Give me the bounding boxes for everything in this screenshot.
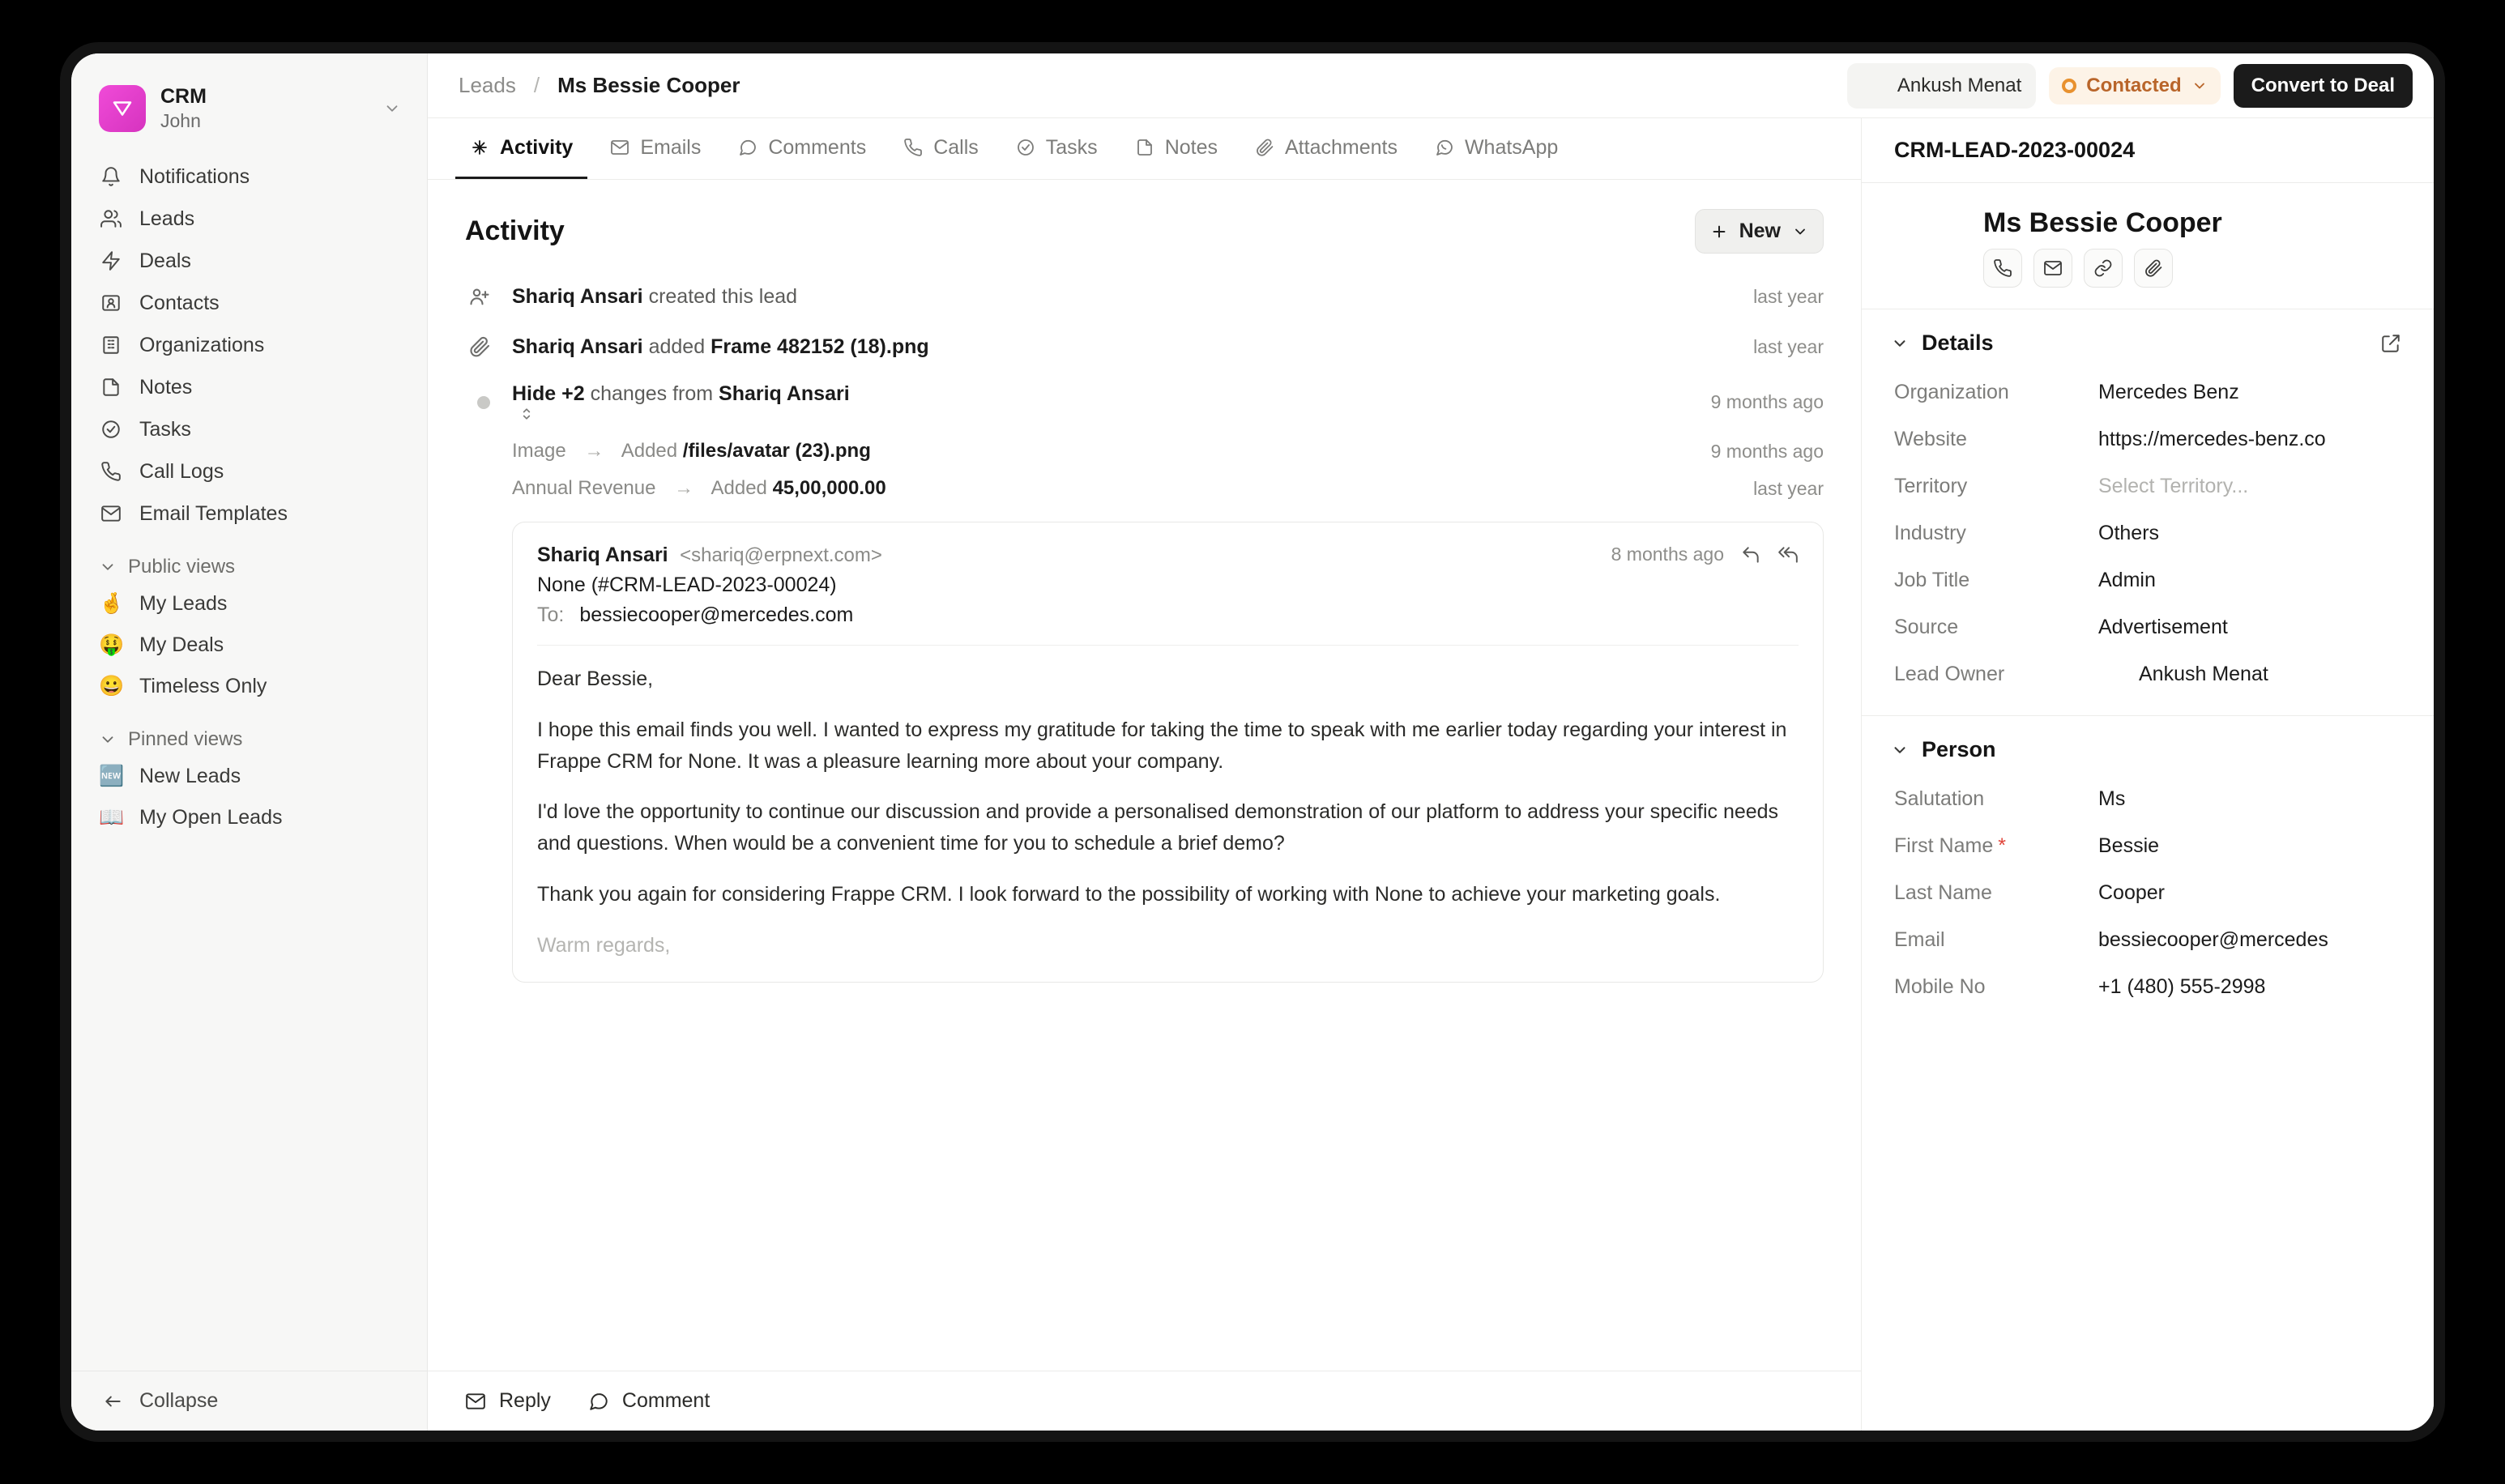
status-label: Contacted [2086,74,2182,96]
change-text [512,440,1693,463]
reply-all-icon[interactable] [1777,544,1799,565]
field-territory[interactable] [1894,463,2401,510]
collapse-time: 9 months ago [1710,391,1824,412]
reply-label: Reply [499,1389,551,1412]
assignee-chip[interactable] [1847,63,2036,109]
field-lead-owner[interactable] [1894,650,2401,697]
field-value: Ankush Menat [2139,662,2268,685]
activity-icon [470,138,489,157]
page-title: Activity [465,215,565,246]
activity-text [512,335,1735,359]
tab-attachments[interactable] [1240,118,1412,179]
phone-icon [99,459,123,484]
new-button-label: New [1739,220,1781,242]
tab-label: Comments [768,135,867,159]
field-value: Bessie [2098,834,2160,857]
field-organization[interactable] [1894,369,2401,416]
mail-icon [99,501,123,526]
tab-activity[interactable] [455,118,587,179]
main-area [428,53,2434,1431]
tab-notes[interactable] [1120,118,1232,179]
sidebar-nav [71,156,427,535]
avatar[interactable] [1894,214,1962,282]
sidebar-item-label: Notifications [139,164,250,188]
field-label: Mobile No [1894,974,1986,998]
paperclip-icon [465,332,494,361]
chevron-down-icon[interactable] [383,100,401,117]
sidebar-item-label: Organizations [139,333,265,356]
email-closing: Warm regards, [537,933,671,957]
field-value: https://mercedes-benz.co [2098,427,2326,450]
building-icon [99,333,123,357]
sidebar-item-email-templates[interactable] [87,493,411,535]
email-subject: None (#CRM-LEAD-2023-00024) [537,574,837,596]
field-label: Job Title [1894,568,1970,591]
call-icon[interactable] [1983,249,2022,288]
paperclip-icon [1255,138,1274,157]
field-source[interactable] [1894,603,2401,650]
sidebar-item-label: My Open Leads [139,806,283,829]
tab-label: Emails [640,135,702,159]
activity-collapse-row[interactable] [465,372,1824,433]
comment-icon [588,1391,609,1412]
email-paragraph: Dear Bessie, [537,667,654,690]
collapse-icon [102,1391,123,1412]
collapse-text [512,382,1693,422]
email-sender-row [537,544,1611,567]
avatar [466,542,501,578]
breadcrumb-separator: / [533,73,540,97]
crm-logo-icon [99,85,146,132]
email-card [512,522,1824,983]
tab-label: Notes [1164,135,1218,159]
activity-item-created [465,271,1824,322]
field-label: Lead Owner [1894,662,2005,685]
status-badge[interactable] [2049,67,2220,104]
contact-icon [99,291,123,315]
field-value: Select Territory... [2098,474,2249,497]
collapse-middle: changes from [590,382,714,405]
sidebar-item-label: My Deals [139,633,224,656]
section-label: Public views [128,556,236,578]
activity-text [512,285,1735,309]
change-action: Added [711,477,767,499]
lead-name: Ms Bessie Cooper [1983,207,2222,238]
activity-time: last year [1753,285,1824,307]
sidebar-item-label: Contacts [139,291,220,314]
arrow-icon: → [584,440,604,462]
field-label [1894,834,2098,858]
workspace-user: John [160,110,201,132]
workspace-text [160,84,369,133]
sidebar-item-deals[interactable] [87,240,411,282]
pinned-views-list [71,756,427,838]
collapse-sidebar-button[interactable] [71,1371,427,1431]
chevron-down-icon [1792,224,1808,240]
sidebar-item-new-leads[interactable] [87,756,411,797]
chevron-updown-icon [518,406,535,422]
sidebar-item-label: Leads [139,207,195,230]
email-to-label: To: [537,603,565,626]
activity-object: Frame 482152 (18).png [711,335,929,358]
email-meta [1611,544,1799,565]
chevron-down-icon [1891,335,1909,352]
email-recipient: bessiecooper@mercedes.com [579,603,854,626]
sidebar-item-label: Deals [139,249,191,272]
email-recipient-row [537,603,1611,627]
sidebar-item-notes[interactable] [87,366,411,408]
status-dot-icon [2062,79,2076,93]
chevron-down-icon [1891,741,1909,759]
change-field: Image [512,440,566,462]
top-bar [428,53,2434,118]
collapse-actor: Shariq Ansari [719,382,850,405]
field-job-title[interactable] [1894,556,2401,603]
arrow-icon: → [674,477,694,499]
change-field: Annual Revenue [512,477,656,499]
avatar [1854,70,1886,102]
check-circle-icon [99,417,123,441]
user-plus-icon [465,282,494,311]
sidebar-item-contacts[interactable] [87,282,411,324]
sidebar-item-notifications[interactable] [87,156,411,198]
lead-header [1862,183,2434,309]
bullet-dot-icon [465,388,494,417]
field-label: Territory [1894,474,1968,497]
change-time: last year [1753,477,1824,499]
sidebar-item-label: My Leads [139,592,228,615]
collapse-count: +2 [561,382,585,405]
content-row [428,118,2434,1431]
activity-item-attachment [465,322,1824,372]
chevron-down-icon [99,731,117,748]
task-icon [1016,138,1035,157]
email-icon [465,1391,486,1412]
reply-button[interactable] [465,1389,551,1413]
attachment-icon[interactable] [2134,249,2173,288]
sidebar-item-my-open-leads[interactable] [87,797,411,838]
sidebar-item-label: Email Templates [139,501,288,525]
change-value: 45,00,000.00 [772,477,886,499]
tab-label: Activity [500,135,574,159]
breadcrumb-current: Ms Bessie Cooper [557,73,740,97]
activity-feed [428,268,1861,1371]
workspace-title: CRM [160,85,207,108]
field-value: Admin [2098,568,2156,591]
activity-time: last year [1753,335,1824,357]
email-sender-address: <shariq@erpnext.com> [680,544,882,566]
field-label: Salutation [1894,787,1985,810]
field-label: Last Name [1894,881,1992,904]
field-value-wrapper [2098,659,2268,689]
chevron-down-icon [99,558,117,576]
email-paragraph: Thank you again for considering Frappe CRM. I look forward to the possibility of working with None to achieve your marketing goals. [537,882,1721,906]
activity-action: added [648,335,706,358]
comment-button[interactable] [588,1389,710,1413]
note-icon [99,375,123,399]
details-title: Details [1922,330,1994,355]
bolt-icon [99,249,123,273]
field-label: Source [1894,615,1959,638]
person-fields [1862,772,2434,1028]
tab-label: Calls [933,135,979,159]
field-label: Organization [1894,380,2009,403]
sidebar-item-tasks[interactable] [87,408,411,450]
sidebar [71,53,428,1431]
section-label: Pinned views [128,728,243,750]
smile-emoji-icon: 😀 [99,675,125,697]
change-value: /files/avatar (23).png [682,440,871,462]
email-paragraph: I'd love the opportunity to continue our discussion and provide a personalised demonstration of our platform to address your specific needs and questions. When would be a convenient time for you to schedule a brief demo? [537,800,1779,855]
sidebar-item-my-deals[interactable] [87,625,411,666]
email-sender: Shariq Ansari [537,544,668,566]
details-section-header[interactable] [1862,309,2434,365]
sidebar-item-label: Tasks [139,417,191,441]
field-last-name[interactable] [1894,869,2401,916]
person-section-header[interactable] [1862,716,2434,772]
sidebar-item-label: Notes [139,375,193,399]
new-activity-button[interactable] [1695,209,1824,254]
sidebar-item-timeless-only[interactable] [87,666,411,707]
field-email[interactable] [1894,916,2401,963]
field-mobile-no[interactable] [1894,963,2401,1010]
users-icon [99,207,123,231]
public-views-list [71,583,427,707]
field-salutation[interactable] [1894,775,2401,822]
change-row-annual-revenue [465,470,1824,507]
field-label-text: First Name [1894,834,1994,857]
book-emoji-icon: 📖 [99,806,125,829]
activity-header [428,180,1861,268]
reply-icon[interactable] [1740,544,1761,565]
change-text [512,477,1735,500]
sidebar-item-my-leads[interactable] [87,583,411,625]
required-marker: * [1998,834,2006,857]
field-label: Industry [1894,521,1966,544]
tab-comments[interactable] [723,118,881,179]
workspace-switcher[interactable] [91,76,409,141]
activity-actor: Shariq Ansari [512,284,643,308]
field-value: Advertisement [2098,615,2228,638]
bell-icon [99,164,123,189]
activity-action: created this lead [648,284,798,308]
activity-panel [428,118,1862,1431]
tab-bar [428,118,1861,180]
field-value: Others [2098,521,2160,544]
collapse-label: Collapse [139,1389,219,1412]
details-fields [1862,365,2434,715]
tab-label: Attachments [1285,135,1398,159]
email-paragraph: I hope this email finds you well. I wanted to express my gratitude for taking the time to speak with me earlier today regarding your interest in Frappe CRM for None. It was a pleasure learning more about your company. [537,718,1787,773]
whatsapp-icon [1435,138,1454,157]
field-industry[interactable] [1894,510,2401,556]
sidebar-item-label: Timeless Only [139,675,267,697]
email-icon [610,138,629,157]
note-icon [1135,138,1154,157]
chevron-down-icon [2191,78,2208,94]
activity-actor: Shariq Ansari [512,335,643,358]
tab-calls[interactable] [889,118,993,179]
field-value: Mercedes Benz [2098,380,2239,403]
sidebar-item-leads[interactable] [87,198,411,240]
sidebar-item-label: Call Logs [139,459,224,483]
field-value: Ms [2098,787,2126,810]
tab-whatsapp[interactable] [1420,118,1573,179]
email-body [537,645,1799,961]
breadcrumb-root[interactable]: Leads [459,73,516,97]
email-header [537,544,1799,627]
plus-icon [1710,223,1728,241]
convert-to-deal-button[interactable]: Convert to Deal [2234,64,2413,108]
field-value: bessiecooper@mercedes [2098,927,2328,951]
change-row-image [465,433,1824,470]
tab-label: Tasks [1045,135,1098,159]
section-public-views[interactable] [99,556,399,578]
assignee-label: Ankush Menat [1897,74,2022,96]
details-panel [1862,118,2434,1431]
link-icon[interactable] [2084,249,2123,288]
email-icon[interactable] [2033,249,2072,288]
avatar [2098,659,2127,689]
comment-label: Comment [621,1389,711,1412]
field-label: Website [1894,427,1967,450]
sidebar-item-organizations[interactable] [87,324,411,366]
change-time: 9 months ago [1710,440,1824,462]
field-label: Email [1894,927,1945,951]
reply-bar [428,1371,1861,1431]
lead-quick-actions [1983,249,2401,288]
phone-icon [903,138,923,157]
money-face-emoji-icon: 🤑 [99,633,125,656]
field-value: Cooper [2098,881,2165,904]
sidebar-item-call-logs[interactable] [87,450,411,493]
collapse-prefix: Hide [512,382,557,405]
hand-emoji-icon: 🤞 [99,592,125,615]
email-time: 8 months ago [1611,544,1724,565]
sidebar-item-label: New Leads [139,765,241,787]
section-pinned-views[interactable] [99,728,399,751]
field-first-name[interactable] [1894,822,2401,869]
comment-icon [738,138,757,157]
field-website[interactable] [1894,416,2401,463]
person-title: Person [1922,737,1996,761]
tab-tasks[interactable] [1001,118,1112,179]
new-emoji-icon: 🆕 [99,765,125,787]
tab-label: WhatsApp [1464,135,1559,159]
lead-id: CRM-LEAD-2023-00024 [1862,118,2434,183]
field-value: +1 (480) 555-2998 [2098,974,2266,998]
edit-details-icon[interactable] [2380,333,2401,354]
app-window [71,53,2434,1431]
tab-emails[interactable] [595,118,715,179]
change-action: Added [621,440,678,462]
